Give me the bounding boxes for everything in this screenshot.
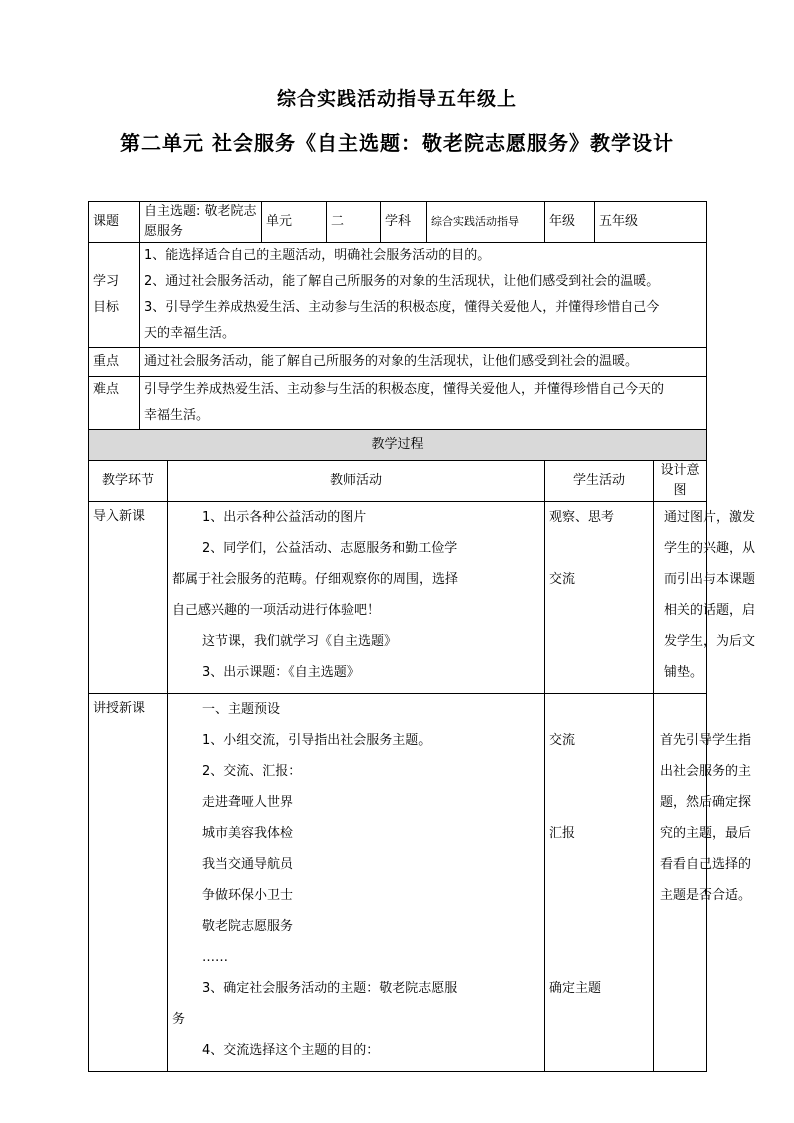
student-line: 交流 [549, 733, 576, 748]
intent-line: 铺垫。 [664, 665, 704, 680]
difficult-row [89, 377, 707, 430]
teacher-line: 自己感兴趣的一项活动进行体验吧！ [172, 603, 381, 618]
student-line [549, 626, 649, 657]
student-line [549, 1035, 649, 1066]
difficult-label: 难点 [89, 377, 140, 430]
intent-line [660, 942, 704, 973]
teacher-line: 一、主题预设 [202, 702, 281, 717]
goals-label [89, 243, 140, 348]
teacher-line: 这节课，我们就学习《自主选题》 [202, 634, 398, 649]
newlesson-row [89, 694, 707, 1072]
grade-value: 五年级 [595, 202, 707, 243]
process-title: 教学过程 [89, 430, 707, 461]
intro-stage: 导入新课 [89, 502, 168, 694]
key-text: 通过社会服务活动，能了解自己所服务的对象的生活现状，让他们感受到社会的温暖。 [140, 348, 707, 377]
course-value: 自主选题: 敬老院志愿服务 [140, 202, 262, 243]
difficult-line: 引导学生养成热爱生活、主动参与生活的积极态度，懂得关爱他人，并懂得珍惜自己今天的 [144, 382, 665, 397]
student-line: 汇报 [549, 826, 576, 841]
teacher-line: 2、交流、汇报： [202, 764, 302, 779]
teacher-line: …… [202, 950, 228, 965]
intent-line [660, 911, 704, 942]
student-line [549, 911, 649, 942]
lesson-plan-table [88, 201, 756, 1072]
intro-student [545, 502, 654, 694]
doc-subtitle: 第二单元 社会服务《自主选题：敬老院志愿服务》教学设计 [120, 131, 674, 155]
student-line [549, 942, 649, 973]
key-label: 重点 [89, 348, 140, 377]
intent-line: 出社会服务的主 [660, 764, 752, 779]
teacher-line: 我当交通导航员 [202, 857, 294, 872]
teacher-line: 1、小组交流，引导指出社会服务主题。 [202, 733, 432, 748]
difficult-line: 幸福生活。 [144, 408, 210, 423]
student-line [549, 1004, 649, 1035]
newlesson-stage: 讲授新课 [89, 694, 168, 1072]
intent-line: 首先引导学生指 [660, 733, 752, 748]
student-line: 交流 [549, 572, 576, 587]
intent-line: 发学生，为后文 [664, 634, 756, 649]
student-line [549, 694, 649, 725]
newlesson-intent [654, 694, 752, 1072]
teacher-line: 务 [172, 1012, 186, 1027]
teacher-line: 城市美容我体检 [202, 826, 294, 841]
intent-line [660, 1035, 704, 1066]
student-line: 确定主题 [549, 981, 602, 996]
label-unit: 单元 [262, 202, 327, 243]
goal-item: 1、能选择适合自己的主题活动，明确社会服务活动的目的。 [144, 248, 491, 263]
goals-row [89, 243, 707, 348]
teacher-line: 争做环保小卫士 [202, 888, 294, 903]
header-stage: 教学环节 [89, 461, 168, 502]
student-line [549, 533, 649, 564]
intent-line [660, 973, 704, 1004]
intro-intent [654, 502, 756, 694]
intro-teacher [168, 502, 545, 694]
teacher-line: 3、出示课题：《自主选题》 [202, 665, 360, 680]
process-title-row [89, 430, 707, 461]
intent-line: 题，然后确定探 [660, 795, 752, 810]
teacher-line: 1、出示各种公益活动的图片 [202, 510, 367, 525]
intent-line: 通过图片，激发 [664, 510, 756, 525]
header-teacher: 教师活动 [168, 461, 545, 502]
intent-line [660, 694, 704, 725]
intro-row [89, 502, 707, 694]
subject-value: 综合实践活动指导 [427, 202, 545, 243]
student-line [549, 756, 649, 787]
intent-line: 学生的兴趣，从 [664, 541, 756, 556]
info-row [89, 202, 707, 243]
teacher-line: 4、交流选择这个主题的目的： [202, 1043, 380, 1058]
teacher-line: 都属于社会服务的范畴。仔细观察你的周围，选择 [172, 572, 459, 587]
intent-line: 相关的话题，启 [664, 603, 756, 618]
teacher-line: 3、确定社会服务活动的主题：敬老院志愿服 [202, 981, 458, 996]
goal-item: 3、引导学生养成热爱生活、主动参与生活的积极态度，懂得关爱他人，并懂得珍惜自己今 [144, 300, 660, 315]
teacher-line: 走进聋哑人世界 [202, 795, 294, 810]
label-course: 课题 [89, 202, 140, 243]
goals-content [140, 243, 707, 348]
student-line: 观察、思考 [549, 510, 615, 525]
goals-label-line1: 学习 [93, 274, 120, 289]
intent-line: 看看自己选择的 [660, 857, 752, 872]
label-grade: 年级 [545, 202, 595, 243]
header-student: 学生活动 [545, 461, 654, 502]
student-line [549, 849, 649, 880]
difficult-content [140, 377, 707, 430]
student-line [549, 787, 649, 818]
intent-line: 而引出与本课题 [664, 572, 756, 587]
header-intent: 设计意图 [654, 461, 707, 502]
student-line [549, 880, 649, 911]
intent-line: 究的主题，最后 [660, 826, 752, 841]
teacher-line: 2、同学们，公益活动、志愿服务和勤工俭学 [202, 541, 458, 556]
key-row [89, 348, 707, 377]
unit-value: 二 [327, 202, 381, 243]
student-line [549, 595, 649, 626]
goals-label-line2: 目标 [93, 300, 120, 315]
goal-item: 2、通过社会服务活动，能了解自己所服务的对象的生活现状，让他们感受到社会的温暖。 [144, 274, 660, 289]
student-line [549, 657, 649, 688]
goal-item: 天的幸福生活。 [144, 326, 236, 341]
doc-title: 综合实践活动指导五年级上 [276, 88, 517, 110]
teacher-line: 敬老院志愿服务 [202, 919, 294, 934]
intent-line: 主题是否合适。 [660, 888, 752, 903]
intent-line [660, 1004, 704, 1035]
label-subject: 学科 [381, 202, 427, 243]
newlesson-teacher [168, 694, 545, 1072]
newlesson-student [545, 694, 654, 1072]
process-header-row [89, 461, 707, 502]
